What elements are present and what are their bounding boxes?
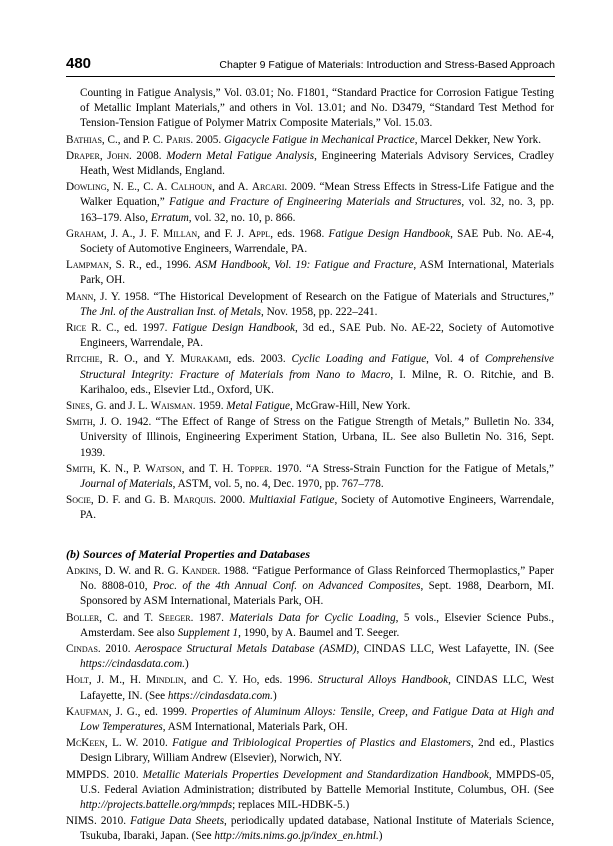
reference-text: , CINDAS LLC, West Lafayette, IN. (See [356, 642, 554, 655]
reference-text: . 2009. “Mean Stress Effects in Stress-Life Fatigue and the Walker Equation,” [80, 181, 554, 209]
reference-text: . 2008. [128, 149, 167, 162]
reference-text: . 2010. [93, 815, 131, 828]
reference-text: , J. M., H. [88, 674, 147, 687]
section-heading: (b) Sources of Material Properties and Databases [66, 546, 310, 561]
references-body [66, 86, 554, 846]
reference-text: , Sept. 1988, Dearborn, MI. Sponsored by ASM International, Materials Park, OH. [80, 580, 555, 608]
reference-text: . 1988. “Fatigue Performance of Glass Reinforced Thermoplastics,” Paper No. 8808-010, [80, 564, 554, 593]
reference-draper [66, 149, 554, 179]
author: Socie [66, 494, 91, 507]
reference-text: . 1959. [192, 400, 227, 413]
reference-boller [66, 611, 554, 641]
author: Mann [66, 290, 94, 303]
book-title: Fatigue and Tribiological Properties of Plastics and Elastomers [172, 737, 471, 750]
reference-text: , S. R., ed., 1996. [108, 259, 196, 272]
reference-text: , J. O. 1942. “The Effect of Range of Stress on the Fatigue Strength of Metals,” Bulletin No. 334, University of Illinois, Engineering Experiment Station, Urbana, IL. See also Bulletin No. 316, Sept. 1939. [80, 416, 554, 459]
reference-lampman [66, 258, 554, 288]
reference-text: R. C., ed. 1997. [86, 322, 173, 335]
author: Boller [66, 611, 100, 624]
author: John [107, 149, 129, 162]
reference-mmpds [66, 768, 554, 814]
reference-ritchie [66, 352, 554, 398]
reference-text: . 1987. [190, 611, 230, 624]
reference-text: . 2010. [97, 642, 136, 655]
reference-text: . 2010. [106, 768, 143, 781]
author: Holt [66, 674, 89, 687]
reference-text: ) [185, 658, 189, 671]
reference-text: ) [272, 689, 277, 702]
reference-text: , and A. [212, 181, 252, 194]
author: Sines [66, 400, 90, 413]
author: Mindlin [146, 674, 184, 687]
author: Adkins [66, 564, 99, 577]
book-title: Gigacycle Fatigue in Mechanical Practice [223, 133, 415, 146]
reference-text: , 1990, by A. Baumel and T. Seeger. [238, 626, 400, 639]
reference-text: , Nov. 1958, pp. 222–241. [260, 305, 378, 318]
reference-text: , L. W. 2010. [104, 737, 173, 750]
author: Millan [163, 227, 198, 240]
author: Murakami [180, 353, 229, 366]
reference-text: , and T. H. [181, 462, 238, 475]
running-head: Chapter 9 Fatigue of Materials: Introduction and Stress-Based Approach [219, 59, 555, 71]
reference-smith-jo [66, 415, 554, 461]
author: Appl [248, 227, 271, 240]
reference-text: , K. N., P. [92, 462, 146, 475]
reference-rice [66, 321, 554, 351]
reference-text: , D. W. and R. G. [98, 564, 182, 577]
book-title: Structural Alloys Handbook [317, 674, 449, 687]
erratum-label: Erratum [150, 211, 189, 224]
book-title: Multiaxial Fatigue [249, 494, 335, 507]
reference-cindas [66, 642, 554, 672]
author: Seeger [158, 611, 191, 624]
reference-text: . 1970. “A Stress-Strain Function for the Fatigue of Metals,” [269, 462, 555, 475]
reference-holt [66, 673, 554, 703]
book-title: Modern Metal Fatigue Analysis [166, 149, 315, 162]
reference-smith-kn [66, 462, 554, 492]
reference-text: , D. F. and G. B. [90, 494, 174, 507]
reference-url: https://cindasdata.com. [167, 689, 273, 702]
reference-dowling [66, 180, 554, 226]
reference-text: , eds. 1996. [256, 674, 318, 687]
book-title: Cyclic Loading and Fatigue [291, 353, 427, 366]
reference-text: ) [378, 830, 383, 843]
author: Topper [237, 462, 270, 475]
author: Rice [66, 322, 87, 335]
reference-continued [66, 86, 554, 132]
reference-text: , J. A., J. F. [103, 227, 164, 240]
book-title: Metallic Materials Properties Development and Standardization Handbook [142, 768, 489, 781]
reference-mckeen [66, 736, 554, 766]
reference-text: , G. and J. L. [90, 400, 151, 413]
journal-title: Journal of Materials [80, 478, 173, 491]
author: Lampman [66, 259, 109, 272]
reference-text: , J. Y. 1958. “The Historical Development of Research on the Fatigue of Materials and Structures,” [93, 290, 554, 303]
author: Smith [66, 462, 93, 475]
page-header [66, 54, 555, 77]
reference-text: , [99, 149, 108, 162]
reference-text: , J. G., ed. 1999. [108, 705, 192, 718]
author: Ritchie [66, 353, 100, 366]
reference-text: , C., and P. C. [101, 133, 166, 146]
reference-text: , 5 vols., Elsevier Science Pubs., Amsterdam. See also [80, 611, 555, 639]
reference-text: , Marcel Dekker, New York. [414, 133, 542, 146]
author: Calhoun [170, 181, 213, 194]
reference-text: , eds. 1968. [270, 227, 329, 240]
journal-title: The Jnl. of the Australian Inst. of Metals [80, 305, 261, 318]
reference-nims [66, 814, 554, 844]
reference-text: . 2005. [190, 133, 224, 146]
reference-text: , Society of Automotive Engineers, Warrendale, PA. [80, 494, 554, 522]
author: Cindas [66, 642, 98, 655]
reference-text: , Engineering Materials Advisory Services, Cradley Heath, West Midlands, England. [80, 149, 555, 178]
reference-text: , ASTM, vol. 5, no. 4, Dec. 1970, pp. 767–778. [172, 478, 384, 491]
reference-text: , SAE Pub. No. AE-4, Society of Automotive Engineers, Warrendale, PA. [80, 227, 554, 256]
book-title: Fatigue Data Sheets [130, 815, 225, 828]
author: Graham [66, 227, 104, 240]
author: Dowling [66, 181, 107, 194]
author: Paris [165, 133, 191, 146]
reference-text: , I. Milne, R. O. Ritchie, and B. Karihaloo, eds., Elsevier Ltd., Oxford, UK. [80, 368, 554, 396]
reference-text: , 2nd ed., Plastics Design Library, William Andrew (Elsevier), Norwich, NY. [80, 737, 554, 765]
reference-text: , N. E., C. A. [106, 181, 171, 194]
reference-text: , vol. 32, no. 3, pp. 163–179. Also, [80, 196, 554, 224]
author: Waisman [150, 400, 193, 413]
book-title: Fatigue Design Handbook [172, 322, 296, 335]
reference-url: http://projects.battelle.org/mmpds [80, 798, 233, 811]
series-title: Comprehensive Structural Integrity: Fracture of Materials from Nano to Macro [80, 353, 554, 381]
book-title: ASM Handbook, Vol. 19: Fatigue and Fracture [195, 259, 414, 272]
reference-graham [66, 227, 554, 257]
author: Marquis [173, 494, 214, 507]
author: Watson [145, 462, 182, 475]
reference-text: , periodically updated database, National Institute of Materials Science, Tsukuba, Ibaraki, Japan. (See [80, 815, 554, 843]
author: Bathias [66, 133, 102, 146]
author: Arcari [251, 181, 285, 194]
reference-text: , MMPDS-05, U.S. Federal Aviation Administration; distributed by Battelle Memorial Institute, Columbus, OH. (See [80, 768, 554, 796]
reference-text: , Vol. 4 of [426, 353, 485, 366]
author: Smith [66, 416, 93, 429]
reference-kaufman [66, 705, 554, 735]
author: Ho [242, 674, 257, 687]
author: Draper [66, 149, 100, 162]
author: Kander [181, 564, 218, 577]
book-title: Properties of Aluminum Alloys: Tensile, Creep, and Fatigue Data at High and Low Temperatures [80, 705, 554, 733]
book-title: Aerospace Structural Metals Database (ASMD) [135, 642, 357, 655]
reference-adkins [66, 564, 554, 610]
author: NIMS [66, 815, 94, 828]
book-title: Materials Data for Cyclic Loading [229, 611, 396, 624]
reference-url: http://mits.nims.go.jp/index_en.html. [214, 830, 379, 843]
reference-socie [66, 493, 554, 523]
reference-bathias [66, 133, 554, 148]
reference-text: , vol. 32, no. 10, p. 866. [188, 211, 296, 224]
reference-text: , 3d ed., SAE Pub. No. AE-22, Society of Automotive Engineers, Warrendale, PA. [80, 322, 554, 350]
journal-title: Fatigue and Fracture of Engineering Materials and Structures [169, 196, 462, 209]
reference-text: , ASM International, Materials Park, OH. [162, 720, 348, 733]
reference-text: Counting in Fatigue Analysis,” Vol. 03.01; No. F1801, “Standard Practice for Corrosion Fatigue Testing of Metallic Implant Materials,” and others in Vol. 13.01; and No. D3479, “Standard Test Method for Tension-Tension Fatigue of Polymer Matrix Composite Materials,” Vol. 15.03. [80, 87, 554, 130]
reference-url: https://cindasdata.com. [80, 658, 186, 671]
author: Kaufman [66, 705, 109, 718]
reference-text: ; replaces MIL-HDBK-5.) [232, 798, 350, 811]
page-number: 480 [66, 55, 92, 72]
author: McKeen [66, 737, 105, 750]
book-title: Metal Fatigue [226, 400, 290, 413]
reference-text: . 2000. [213, 494, 250, 507]
reference-text: , CINDAS LLC, West Lafayette, IN. (See [80, 674, 554, 702]
supplement-title: Supplement 1 [177, 626, 239, 639]
reference-sines [66, 399, 554, 414]
reference-text: , ASM International, Materials Park, OH. [80, 259, 554, 287]
reference-text: , C. and T. [99, 611, 159, 624]
reference-text: , and F. J. [197, 227, 249, 240]
reference-text: , eds. 2003. [228, 353, 292, 366]
reference-text: , and C. Y. [183, 674, 243, 687]
book-title: Fatigue Design Handbook [328, 227, 451, 240]
reference-text: , McGraw-Hill, New York. [289, 400, 411, 413]
author: MMPDS [66, 768, 107, 781]
reference-text: , R. O., and Y. [99, 353, 181, 366]
reference-mann [66, 290, 554, 320]
proceedings-title: Proc. of the 4th Annual Conf. on Advanced Composites [152, 580, 421, 593]
